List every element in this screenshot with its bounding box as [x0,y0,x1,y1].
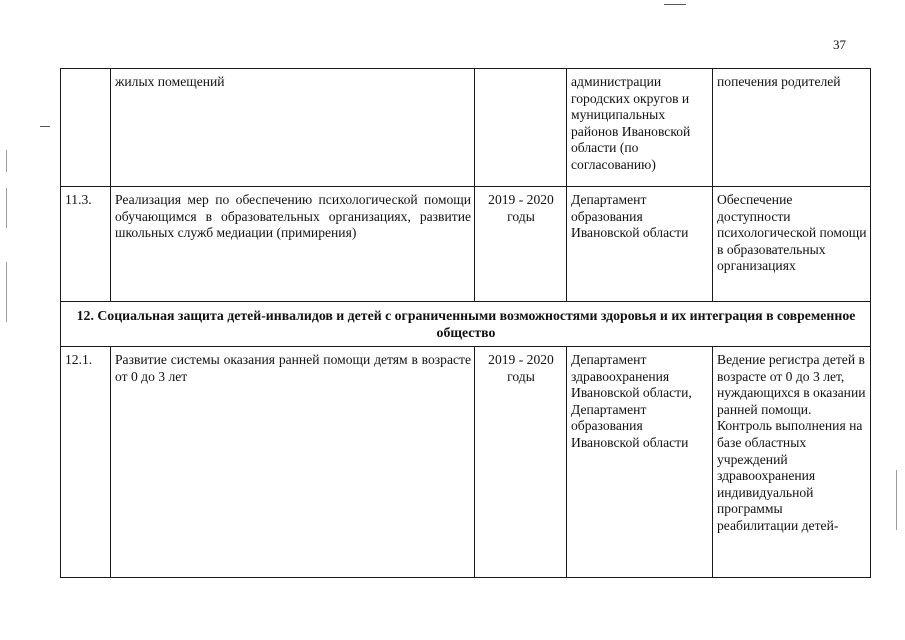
section-header-row [61,302,871,347]
result-cell: попечения родителей [713,69,871,187]
action-cell: Развитие системы оказания ранней помощи детям в возрасте от 0 до 3 лет [111,347,475,578]
period-cell: 2019 - 2020 годы [475,187,567,302]
scan-artifact [6,262,7,322]
table-row [61,69,871,187]
executor-cell: администрации городских округов и муниципальных районов Ивановской области (по согласованию) [567,69,713,187]
result-cell: Обеспечение доступности психологической помощи в образовательных организациях [713,187,871,302]
page-number: 37 [833,37,846,52]
executor-cell: Департамент здравоохранения Ивановской области, Департамент образования Ивановской области [567,347,713,578]
scan-artifact [664,4,686,5]
table-row [61,347,871,578]
action-cell: Реализация мер по обеспечению психологической помощи обучающимся в образовательных организациях, развитие школьных служб медиации (примирения) [111,187,475,302]
period-cell [475,69,567,187]
row-number-cell [61,69,111,187]
measures-table [60,68,871,578]
result-cell: Ведение регистра детей в возрасте от 0 до 3 лет, нуждающихся в оказании ранней помощи. Контроль выполнения на базе областных учреждений здравоохранения индивидуальной программы реабилитации детей- [713,347,871,578]
scan-artifact [6,150,7,172]
scan-artifact [896,470,897,530]
row-number-cell: 11.3. [61,187,111,302]
scan-artifact [6,188,7,228]
executor-cell: Департамент образования Ивановской области [567,187,713,302]
section-title: 12. Социальная защита детей-инвалидов и детей с ограниченными возможностями здоровья и их интеграция в современное общество [61,302,871,347]
period-cell: 2019 - 2020 годы [475,347,567,578]
table-row [61,187,871,302]
scan-artifact [40,126,50,127]
row-number-cell: 12.1. [61,347,111,578]
action-cell: жилых помещений [111,69,475,187]
